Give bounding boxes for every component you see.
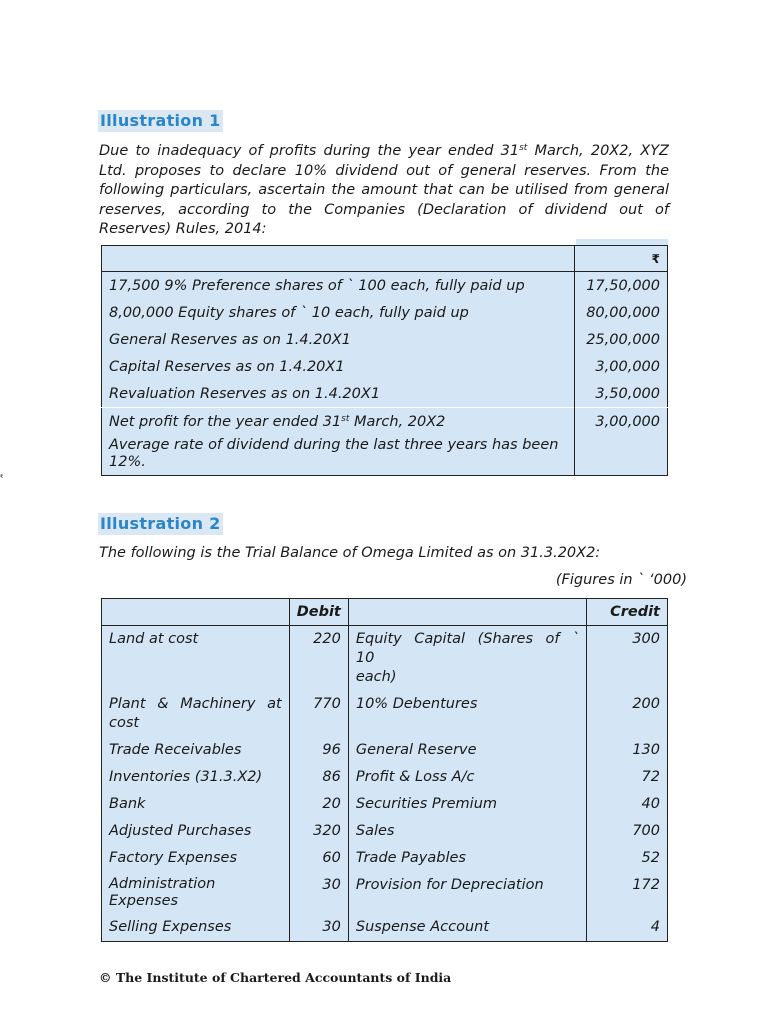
- illustration-1-text: Due to inadequacy of profits during the year ended 31st March, 20X2, XYZ Ltd. proposes to declare 10% dividend out of general reserves. From the following particulars, ascertain the amount that can be utilised from general reserves, according to the Companies (Declaration of dividend out of Reserves) Rules, 2014:: [99, 143, 669, 237]
- margin-mark: ₹: [0, 474, 4, 480]
- debit-header: Debit: [289, 599, 348, 626]
- currency-header: ₹: [575, 246, 668, 272]
- table-row: 8,00,000 Equity shares of ` 10 each, fully paid up 80,00,000: [102, 299, 668, 326]
- table-row: Revaluation Reserves as on 1.4.20X1 3,50,000: [102, 380, 668, 408]
- illustration-2-heading: Illustration 2: [100, 514, 221, 533]
- table-row: General Reserves as on 1.4.20X1 25,00,000: [102, 326, 668, 353]
- table-row: Selling Expenses 30 Suspense Account 4: [102, 914, 668, 942]
- table-row: 17,500 9% Preference shares of ` 100 each, fully paid up 17,50,000: [102, 272, 668, 300]
- illustration-2-intro: The following is the Trial Balance of Omega Limited as on 31.3.20X2:: [99, 545, 601, 561]
- table-row: Administration Expenses 30 Provision for Depreciation 172: [102, 872, 668, 914]
- figures-note: (Figures in ` ‘000): [555, 572, 687, 588]
- particulars-table: [101, 245, 668, 476]
- table-row: Factory Expenses 60 Trade Payables 52: [102, 845, 668, 872]
- table-row: Capital Reserves as on 1.4.20X1 3,00,000: [102, 353, 668, 380]
- table-row: Net profit for the year ended 31st March, 20X2 3,00,000: [102, 408, 668, 436]
- credit-header: Credit: [587, 599, 668, 626]
- table-row: Adjusted Purchases 320 Sales 700: [102, 818, 668, 845]
- illustration-1-heading: Illustration 1: [100, 111, 221, 130]
- footer-copyright: © The Institute of Chartered Accountants of India: [99, 970, 452, 985]
- table-row: Average rate of dividend during the last three years has been 12%.: [102, 435, 668, 476]
- trial-balance-table: [101, 598, 668, 942]
- table-row: Trade Receivables 96 General Reserve 130: [102, 737, 668, 764]
- net-profit-label: Net profit for the year ended 31st March, 20X2: [102, 408, 575, 436]
- table-row: Land at cost 220 Equity Capital (Shares of ` 10 each) 300: [102, 626, 668, 692]
- table-row: Plant & Machinery at cost 770 10% Debentures 200: [102, 691, 668, 737]
- table-row: Bank 20 Securities Premium 40: [102, 791, 668, 818]
- table-row: Inventories (31.3.X2) 86 Profit & Loss A/c 72: [102, 764, 668, 791]
